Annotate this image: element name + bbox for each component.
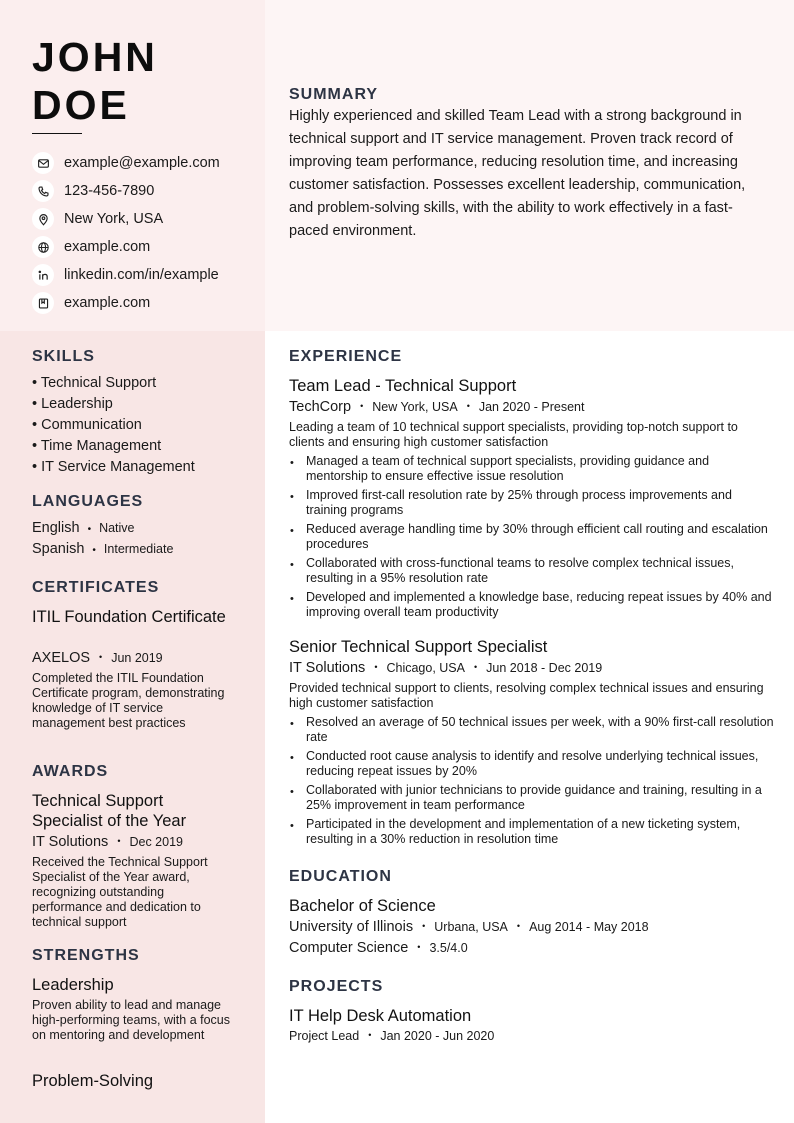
summary-heading: SUMMARY	[289, 86, 379, 103]
contact-linkedin[interactable]	[32, 261, 262, 289]
certificate-issuer: AXELOS	[32, 650, 91, 666]
language-level: Intermediate	[103, 542, 174, 556]
phone-icon	[32, 180, 54, 202]
education-dates: Aug 2014 - May 2018	[529, 920, 649, 934]
strength-name: Leadership	[32, 976, 114, 994]
bullet-dot: •	[290, 491, 294, 503]
separator-dot: •	[422, 921, 426, 931]
skill-item: • Time Management	[32, 438, 162, 454]
certificate-name: ITIL Foundation Certificate	[32, 608, 226, 626]
globe-icon	[32, 236, 54, 258]
separator-dot: •	[374, 662, 378, 672]
contact-portfolio-text: example.com	[64, 295, 151, 311]
contact-portfolio[interactable]	[32, 289, 262, 317]
project-meta	[289, 1029, 774, 1043]
strength-description: Proven ability to lead and manage high-performing teams, with a focus on mentoring and development	[32, 998, 231, 1042]
job-company: IT Solutions	[289, 660, 366, 676]
contact-phone[interactable]	[32, 177, 262, 205]
experience-heading: EXPERIENCE	[289, 348, 403, 365]
certificate-meta	[32, 650, 247, 666]
language-level: Native	[99, 521, 135, 535]
education-gpa: 3.5/4.0	[429, 941, 468, 955]
job-bullet: • Developed and implemented a knowledge base, reducing repeat issues by 40% and improving overall team productivity	[290, 590, 772, 619]
projects-heading: PROJECTS	[289, 978, 384, 995]
job-title: Team Lead - Technical Support	[289, 377, 517, 395]
language-name: English	[32, 520, 80, 536]
education-location: Urbana, USA	[434, 920, 508, 934]
name-first: JOHN	[32, 34, 158, 80]
linkedin-icon	[32, 264, 54, 286]
job-bullet: • Collaborated with cross-functional teams to resolve complex technical issues, resulting in a 95% resolution rate	[290, 556, 734, 585]
contact-website-text: example.com	[64, 239, 151, 255]
certificate-description: Completed the ITIL Foundation Certificate program, demonstrating knowledge of IT service management best practices	[32, 671, 225, 730]
skill-item: • IT Service Management	[32, 459, 195, 475]
award-name: Technical Support Specialist of the Year	[32, 792, 187, 830]
job-bullet: • Improved first-call resolution rate by 25% through process improvements and training programs	[290, 488, 732, 517]
language-name: Spanish	[32, 541, 85, 557]
separator-dot: •	[417, 942, 421, 952]
separator-dot: •	[92, 545, 96, 556]
education-school: University of Illinois	[289, 919, 414, 935]
job-bullet: • Reduced average handling time by 30% through efficient call routing and escalation procedures	[290, 522, 768, 551]
bullet-dot: •	[290, 786, 294, 798]
award-issuer: IT Solutions	[32, 834, 109, 850]
job-location: New York, USA	[372, 400, 458, 414]
bullet-dot: •	[290, 820, 294, 832]
job-summary: Provided technical support to clients, resolving complex technical issues and ensuring high customer satisfaction	[289, 681, 764, 710]
bullet-dot: •	[290, 457, 294, 469]
separator-dot: •	[360, 401, 364, 411]
languages-heading: LANGUAGES	[32, 493, 144, 510]
award-meta	[32, 834, 247, 850]
separator-dot: •	[473, 662, 478, 672]
project-role: Project Lead	[289, 1029, 360, 1043]
name-divider	[32, 133, 82, 134]
separator-dot: •	[368, 1030, 372, 1040]
job-meta	[289, 660, 774, 676]
education-field-meta	[289, 940, 774, 956]
awards-heading: AWARDS	[32, 763, 109, 780]
contact-email-text: example@example.com	[64, 155, 220, 171]
award-date: Dec 2019	[129, 835, 183, 849]
skill-item: • Communication	[32, 417, 142, 433]
strength-name: Problem-Solving	[32, 1072, 154, 1090]
job-bullet: • Managed a team of technical support specialists, providing guidance and mentorship to ensure effective issue resolution	[290, 454, 710, 483]
separator-dot: •	[87, 524, 92, 535]
award-description: Received the Technical Support Specialist of the Year award, recognizing outstanding performance and dedication to technical support	[32, 855, 208, 929]
education-heading: EDUCATION	[289, 868, 392, 885]
separator-dot: •	[466, 401, 470, 411]
skill-item: • Technical Support	[32, 375, 157, 391]
job-title: Senior Technical Support Specialist	[289, 638, 548, 656]
separator-dot: •	[516, 921, 521, 931]
certificates-heading: CERTIFICATES	[32, 579, 160, 596]
contact-location-text: New York, USA	[64, 211, 164, 227]
job-bullet: • Participated in the development and implementation of a new ticketing system, resulting in a 30% reduction in resolution time	[290, 817, 741, 846]
bullet-dot: •	[290, 752, 294, 764]
bullet-dot: •	[290, 525, 294, 537]
contact-linkedin-text: linkedin.com/in/example	[64, 267, 219, 283]
location-pin-icon	[32, 208, 54, 230]
job-meta	[289, 399, 774, 415]
contact-location	[32, 205, 262, 233]
job-bullet: • Collaborated with junior technicians to provide guidance and training, resulting in a 25% improvement in team performance	[290, 783, 762, 812]
mail-icon	[32, 152, 54, 174]
summary-text: Highly experienced and skilled Team Lead with a strong background in technical support and IT service management. Proven track record of improving team performance, reducing resolution time, and increasing customer satisfaction. Possesses excellent leadership, communication, and problem-solving skills, with the ability to work effectively in a fast-paced environment.	[289, 108, 746, 239]
job-company: TechCorp	[289, 399, 352, 415]
bullet-dot: •	[290, 559, 294, 571]
skill-item: • Leadership	[32, 396, 113, 412]
job-dates: Jun 2018 - Dec 2019	[486, 661, 603, 675]
certificate-date: Jun 2019	[111, 651, 163, 665]
bullet-dot: •	[290, 593, 294, 605]
job-dates: Jan 2020 - Present	[478, 400, 585, 414]
separator-dot: •	[117, 836, 121, 846]
job-bullet: • Conducted root cause analysis to identify and resolve underlying technical issues, reducing repeat issues by 20%	[290, 749, 759, 778]
project-dates: Jan 2020 - Jun 2020	[380, 1029, 495, 1043]
education-meta	[289, 919, 774, 935]
contact-phone-text: 123-456-7890	[64, 183, 155, 199]
language-item	[32, 541, 173, 557]
bookmark-icon	[32, 292, 54, 314]
job-location: Chicago, USA	[386, 661, 465, 675]
separator-dot: •	[99, 652, 103, 662]
job-bullet: • Resolved an average of 50 technical issues per week, with a 90% first-call resolution rate	[290, 715, 774, 744]
language-item	[32, 520, 135, 536]
job-summary: Leading a team of 10 technical support specialists, providing top-notch support to clients and ensuring high customer satisfaction	[289, 420, 738, 449]
education-field: Computer Science	[289, 940, 409, 956]
skills-heading: SKILLS	[32, 348, 95, 365]
project-name: IT Help Desk Automation	[289, 1007, 472, 1025]
education-degree: Bachelor of Science	[289, 897, 436, 915]
bullet-dot: •	[290, 718, 294, 730]
contact-website[interactable]	[32, 233, 262, 261]
name-last: DOE	[32, 82, 130, 128]
strengths-heading: STRENGTHS	[32, 947, 140, 964]
contact-email[interactable]	[32, 149, 262, 177]
